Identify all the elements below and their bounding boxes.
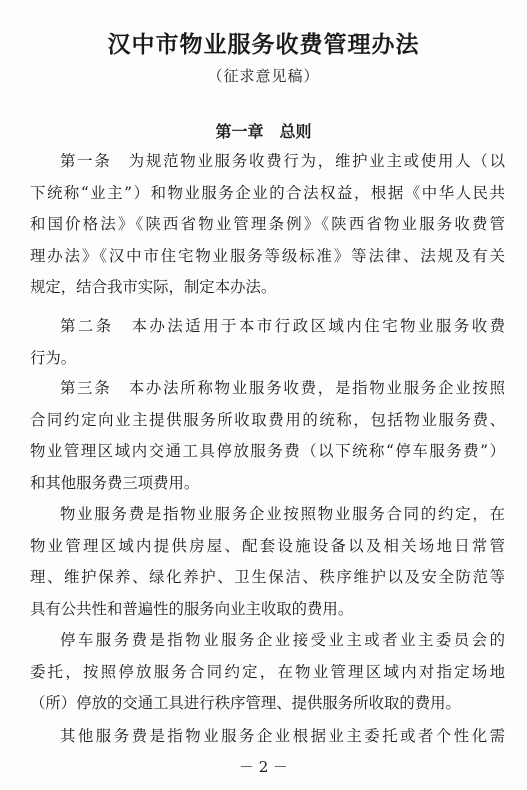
paragraph-other-fee bbox=[30, 721, 505, 753]
document-subtitle: （征求意见稿） bbox=[207, 67, 320, 85]
text-line: 其他服务费是指物业服务企业根据业主委托或者个性化需 bbox=[60, 727, 505, 745]
text-line: 物业管理区域内提供房屋、配套设施设备以及相关场地日常管 bbox=[30, 536, 505, 555]
text-line: 下统称“业主”）和物业服务企业的合法权益，根据《中华人民共 bbox=[30, 183, 505, 202]
text-line: 和其他服务费三项费用。 bbox=[30, 473, 200, 492]
chapter-heading: 第一章 总则 bbox=[215, 122, 312, 141]
text-line: 第三条 本办法所称物业服务收费，是指物业服务企业按照 bbox=[60, 379, 505, 397]
text-line: （所）停放的交通工具进行秩序管理、提供服务所收取的费用。 bbox=[30, 694, 461, 712]
text-line: 第一条 为规范物业服务收费行为，维护业主或使用人（以 bbox=[60, 152, 505, 170]
text-line: 物业服务费是指物业服务企业按照物业服务合同的约定，在 bbox=[60, 505, 505, 523]
text-line: 停车服务费是指物业服务企业接受业主或者业主委员会的 bbox=[60, 631, 505, 649]
text-line: 合同约定向业主提供服务所收取费用的统称，包括物业服务费、 bbox=[30, 410, 505, 429]
text-line: 理办法》《汉中市住宅物业服务等级标准》等法律、法规及有关 bbox=[30, 246, 505, 265]
text-line: 委托，按照停放服务合同约定，在物业管理区域内对指定场地 bbox=[30, 662, 505, 681]
text-line: 规定，结合我市实际，制定本办法。 bbox=[30, 278, 277, 296]
text-line: 具有公共性和普遍性的服务向业主收取的费用。 bbox=[30, 599, 354, 618]
paragraph-article-2 bbox=[30, 311, 505, 374]
paragraph-parking-fee bbox=[30, 625, 505, 720]
text-line: 第二条 本办法适用于本市行政区域内住宅物业服务收费 bbox=[60, 317, 505, 335]
paragraph-article-3 bbox=[30, 373, 505, 499]
text-line: 物业管理区域内交通工具停放服务费（以下统称“停车服务费”） bbox=[30, 442, 505, 460]
text-line: 行为。 bbox=[30, 348, 77, 367]
text-line: 和国价格法》《陕西省物业管理条例》《陕西省物业服务收费管 bbox=[30, 215, 505, 233]
document-title: 汉中市物业服务收费管理办法 bbox=[107, 31, 420, 58]
page-number: － 2 － bbox=[238, 758, 289, 776]
text-line: 理、维护保养、绿化养护、卫生保洁、秩序维护以及安全防范等 bbox=[30, 568, 505, 586]
paragraph-property-fee bbox=[30, 499, 505, 625]
paragraph-article-1 bbox=[30, 146, 505, 304]
